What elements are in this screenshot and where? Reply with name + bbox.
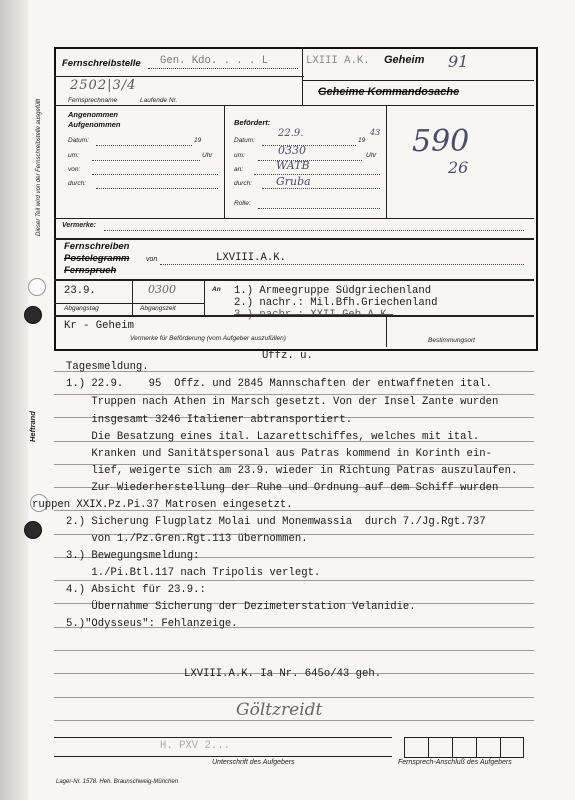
type-postelegramm: Postelegramm <box>64 253 130 264</box>
body-line-4: Die Besatzung eines ital. Lazarettschiffes, welches mit ital. <box>66 431 480 443</box>
body-line-8: ruppen XXIX.Pz.Pi.37 Matrosen eingesetzt. <box>32 499 293 511</box>
left-edge-shadow <box>0 0 28 800</box>
header-row-line <box>54 76 304 77</box>
forwarded-um-value: 0330 <box>278 144 306 157</box>
footer-line <box>54 737 392 738</box>
forwarded-an-label: an: <box>234 166 244 173</box>
fernschreibstelle-line <box>148 68 298 69</box>
received-uhr-label: Uhr <box>202 152 213 159</box>
binder-hole-top-dark <box>24 306 42 324</box>
type-fernspruch: Fernspruch <box>64 265 117 276</box>
received-top-line <box>54 105 534 106</box>
body-line-1: 1.) 22.9. 95 Offz. und 2845 Mannschaften der entwaffneten ital. <box>66 378 492 390</box>
abgangstag-label: Abgangstag <box>64 305 99 312</box>
forwarded-year-value: 43 <box>370 128 381 137</box>
laufende-nr-value: 2502|3/4 <box>70 78 137 93</box>
received-durch-line <box>96 188 218 189</box>
abgangstag-value: 23.9. <box>64 285 96 297</box>
type-fernschreiben: Fernschreiben <box>64 241 130 252</box>
priority-top-line <box>54 315 534 317</box>
priority: Kr - Geheim <box>64 320 134 332</box>
abgang-right-divider <box>204 279 205 315</box>
forwarded-durch-label: durch: <box>234 180 253 187</box>
sender: LXVIII.A.K. <box>216 252 286 264</box>
fernschreibstelle-value: Gen. Kdo. . . . L <box>160 55 269 67</box>
body-line-6: lief, weigerte sich am 23.9. wieder in Richtung Patras auszulaufen. <box>66 465 518 477</box>
signature: Göltzreidt <box>236 700 323 720</box>
body-line-0: Tagesmeldung. <box>66 361 149 373</box>
type-von-label: von <box>146 256 158 263</box>
recipient-2: 2.) nachr.: Mil.Bfh.Griechenland <box>234 297 438 309</box>
type-block-bottom <box>54 279 534 281</box>
sidebar-note: Dieser Teil wird von der Fernschreibstelle ausgefüllt <box>36 98 42 236</box>
forwarded-rolle-line <box>258 208 380 209</box>
rule <box>54 650 534 651</box>
forwarded-rolle-label: Rolle: <box>234 200 251 207</box>
type-block-top <box>54 238 534 240</box>
vermerke-top-line <box>54 218 534 219</box>
printer-note: Lager-Nr. 1578. Heh. Braunschweig-München <box>56 779 179 785</box>
fernschreibstelle-label: Fernschreibstelle <box>62 58 141 69</box>
binder-hole-top <box>28 278 46 296</box>
unterschrift-label: Unterschrift des Aufgebers <box>212 759 295 766</box>
abgangszeit-label: Abgangszeit <box>140 305 176 312</box>
bestimmungsort-divider <box>386 315 387 347</box>
an-label: An <box>212 286 221 293</box>
sidebar-heftrand: Heftrand <box>28 411 37 442</box>
fernsprechname-label: Fernsprechname <box>68 97 118 104</box>
received-durch-label: durch: <box>68 180 87 187</box>
abgang-divider <box>132 279 133 315</box>
forwarded-um-line <box>258 160 362 161</box>
received-um-line <box>92 160 200 161</box>
bestimmungsort-label: Bestimmungsort <box>428 337 475 344</box>
phone-boxes <box>404 737 524 758</box>
angenommen-label: Angenommen <box>68 110 119 119</box>
forwarded-durch-line <box>262 188 380 189</box>
phone-box-divider <box>452 737 453 757</box>
received-von-line <box>92 174 218 175</box>
forwarded-datum-value: 22.9. <box>278 128 304 139</box>
forwarded-durch-value: Gruba <box>276 175 311 188</box>
body-line-9: 2.) Sicherung Flugplatz Molai und Monemwassia durch 7./Jg.Rgt.737 <box>66 516 486 528</box>
phone-box-divider <box>428 737 429 757</box>
body-line-12: 1./Pi.Btl.117 nach Tripolis verlegt. <box>66 567 321 579</box>
rule <box>54 697 534 698</box>
body-line-3: insgesamt 3246 Italiener abtransportiert. <box>66 414 353 426</box>
befoerdert-label: Befördert: <box>234 118 271 127</box>
big-number-top: 590 <box>412 124 470 159</box>
recipient-3: 3.) nachr.: XXII.Geb.A.K. <box>234 309 393 321</box>
reference-number: LXVIII.A.K. Ia Nr. 645o/43 geh. <box>184 668 382 680</box>
forwarded-datum-line <box>262 145 356 146</box>
body-insertion: Uffz. u. <box>262 350 313 362</box>
forwarded-datum-label: Datum: <box>234 137 255 144</box>
body-line-7: Zur Wiederherstellung der Ruhe und Ordnung auf dem Schiff wurden <box>66 482 499 494</box>
body-line-14: Übernahme Sicherung der Dezimeterstation Velanidie. <box>66 601 416 613</box>
forwarded-an-line <box>254 174 380 175</box>
body-line-2: Truppen nach Athen in Marsch gesetzt. Von der Insel Zante wurden <box>66 396 499 408</box>
body-line-5: Kranken und Sanitätspersonal aus Patras kommend in Korinth ein- <box>66 448 492 460</box>
body-line-10: von 1./Pz.Gren.Rgt.113 übernommen. <box>66 533 308 545</box>
header-divider <box>302 47 303 105</box>
received-um-label: um: <box>68 152 79 159</box>
binder-hole-bottom-dark <box>24 521 42 539</box>
geheim-label: Geheim <box>384 54 425 66</box>
received-von-label: von: <box>68 166 81 173</box>
phone-box-divider <box>500 737 501 757</box>
forwarded-um-label: um: <box>234 152 245 159</box>
received-datum-label: Datum: <box>68 137 89 144</box>
aufgenommen-label: Aufgenommen <box>68 120 121 129</box>
big-number-bottom: 26 <box>448 158 469 177</box>
sender-line <box>160 264 524 265</box>
abgang-line <box>54 303 204 304</box>
body-line-11: 3.) Bewegungsmeldung: <box>66 550 200 562</box>
vermerke-label: Vermerke: <box>62 222 96 229</box>
ak-stamp: LXIII A.K. <box>306 55 370 67</box>
footer-line-bottom <box>54 756 392 757</box>
geheime-kommandosache: Geheime Kommandosache <box>318 86 460 98</box>
body-line-13: 4.) Absicht für 23.9.: <box>66 584 206 596</box>
body-line-15: 5.)"Odysseus": Fehlanzeige. <box>66 618 238 630</box>
rule <box>54 720 534 721</box>
abgangszeit-value: 0300 <box>148 283 176 296</box>
vermerke-line <box>104 230 524 231</box>
footer-stamp: H. PXV 2... <box>160 740 230 752</box>
forwarded-uhr-label: Uhr <box>366 152 377 159</box>
received-year-label: 19 <box>194 137 202 144</box>
phone-box-divider <box>476 737 477 757</box>
received-divider <box>224 105 225 218</box>
kommandosache-line <box>302 80 534 81</box>
geheim-number: 91 <box>448 52 469 71</box>
received-datum-line <box>96 145 192 146</box>
fernsprech-label: Fernsprech-Anschluß des Aufgebers <box>398 759 512 766</box>
laufende-nr-label: Laufende Nr. <box>140 97 178 104</box>
forwarded-an-value: WATB <box>276 159 310 172</box>
recipient-1: 1.) Armeegruppe Südgriechenland <box>234 285 432 297</box>
befoerderung-label: Vermerke für Beförderung (vom Aufgeber auszufüllen) <box>130 335 286 342</box>
rule <box>54 580 534 581</box>
rule <box>54 394 534 395</box>
forwarded-year-label: 19 <box>358 137 366 144</box>
forwarded-divider <box>386 105 387 218</box>
